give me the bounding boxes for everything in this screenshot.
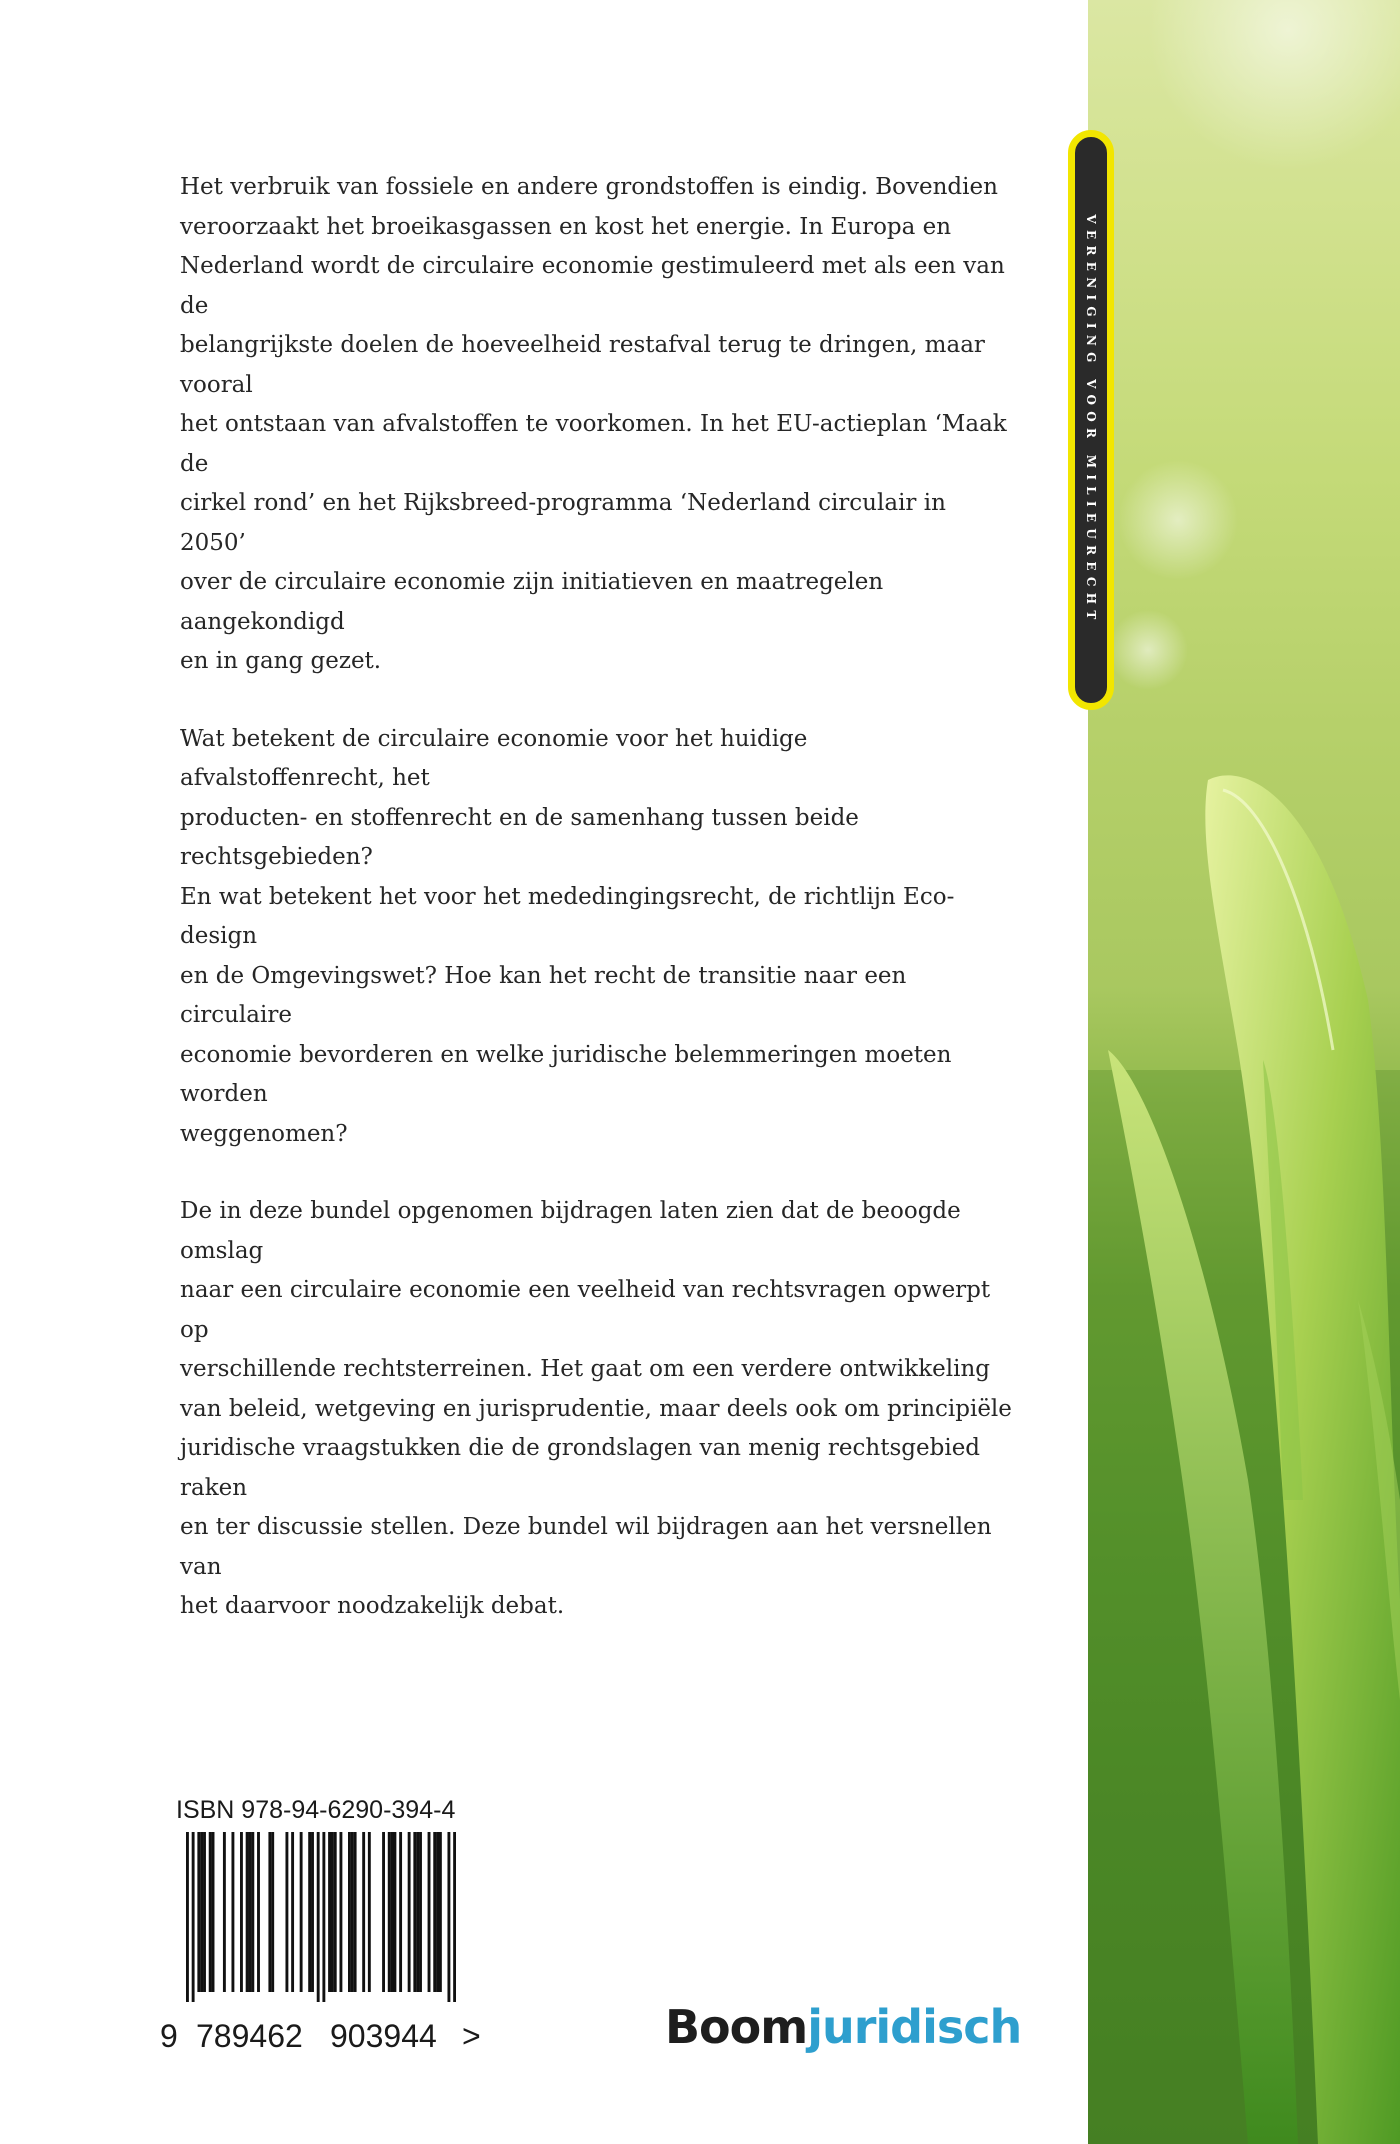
barcode-bar: [348, 1832, 351, 1992]
barcode-bar: [354, 1832, 357, 1992]
barcode-bar: [271, 1832, 274, 1992]
bokeh-light: [1118, 460, 1238, 580]
publisher-brand: Boom: [665, 2000, 808, 2054]
barcode-bar: [240, 1832, 243, 1992]
barcode-digit-first: 9: [160, 2018, 178, 2054]
barcode-bar: [200, 1832, 203, 1992]
grass-illustration: [1088, 0, 1400, 2144]
barcode-bar: [223, 1832, 226, 1992]
ean-barcode: [186, 1832, 456, 2002]
barcode-bar: [291, 1832, 294, 1992]
barcode-guard-bar: [186, 1832, 189, 2002]
bokeh-light: [1108, 610, 1188, 690]
barcode-bar: [399, 1832, 402, 1992]
series-label: VERENIGING VOOR MILIEURECHT: [1084, 214, 1098, 626]
barcode-bar: [231, 1832, 234, 1992]
barcode-bar: [197, 1832, 200, 1992]
barcode-bar: [328, 1832, 331, 1992]
barcode-bar: [300, 1832, 303, 1992]
barcode-digits-right: 903944: [330, 2018, 437, 2054]
publisher-logo: [665, 2000, 1021, 2054]
barcode-guard-bar: [192, 1832, 195, 2002]
publisher-imprint: juridisch: [807, 2000, 1022, 2054]
grass-photo-panel: [1088, 0, 1400, 2144]
barcode-bar: [393, 1832, 396, 1992]
barcode-bar: [246, 1832, 249, 1992]
barcode-bar: [308, 1832, 311, 1992]
barcode-bar: [331, 1832, 334, 1992]
barcode-bar: [368, 1832, 371, 1992]
barcode-bar: [311, 1832, 314, 1992]
barcode-bar: [408, 1832, 411, 1992]
bokeh-light: [1148, 0, 1400, 170]
barcode-bar: [351, 1832, 354, 1992]
barcode-bar: [339, 1832, 342, 1992]
barcode-bar: [419, 1832, 422, 1992]
barcode-bar: [268, 1832, 271, 1992]
barcode-bar: [439, 1832, 442, 1992]
blurb-paragraph-1: Het verbruik van fossiele en andere grondstoffen is eindig. Bovendien veroorzaakt het broeikasgassen en kost het energie. In Europa en Nederland wordt de circulaire economie gestimuleerd met als een van de belangrijkste doelen de hoeveelheid restafval terug te dringen, maar vooral het ontstaan van afvalstoffen te voorkomen. In het EU-actieplan ‘Maak de cirkel rond’ en het Rijksbreed-programma ‘Nederland circulair in 2050’ over de circulaire economie zijn initiatieven en maatregelen aangekondigd en in gang gezet.: [180, 174, 1007, 674]
barcode-bar: [436, 1832, 439, 1992]
barcode-bar: [285, 1832, 288, 1992]
isbn-text: ISBN 978-94-6290-394-4: [176, 1796, 456, 1824]
barcode-bar: [382, 1832, 385, 1992]
barcode-bar: [433, 1832, 436, 1992]
barcode-bar: [257, 1832, 260, 1992]
barcode-bar: [249, 1832, 252, 1992]
barcode-bar: [251, 1832, 254, 1992]
barcode-guard-bar: [453, 1832, 456, 2002]
blurb-paragraph-3: De in deze bundel opgenomen bijdragen laten zien dat de beoogde omslag naar een circulaire economie een veelheid van rechtsvragen opwerpt op verschillende rechtsterreinen. Het gaat om een verdere ontwikkeling van beleid, wetgeving en jurisprudentie, maar deels ook om principiële juridische vraagstukken die de grondslagen van menig rechtsgebied raken en ter discussie stellen. Deze bundel wil bijdragen aan het versnellen van het daarvoor noodzakelijk debat.: [180, 1198, 1012, 1619]
barcode-bar: [212, 1832, 215, 1992]
barcode-guard-bar: [322, 1832, 325, 2002]
barcode-guard-bar: [317, 1832, 320, 2002]
barcode-bar: [413, 1832, 416, 1992]
barcode-guard-bar: [447, 1832, 450, 2002]
barcode-bar: [388, 1832, 391, 1992]
barcode-bar: [209, 1832, 212, 1992]
barcode-digits-left: 789462: [196, 2018, 303, 2054]
barcode-end-marker: >: [462, 2018, 481, 2054]
barcode-bar: [362, 1832, 365, 1992]
barcode-bar: [416, 1832, 419, 1992]
barcode-bar: [391, 1832, 394, 1992]
blurb-paragraph-2: Wat betekent de circulaire economie voor het huidige afvalstoffenrecht, het producten- en stoffenrecht en de samenhang tussen beide rechtsgebieden? En wat betekent het voor het mededingingsrecht, de richtlijn Eco-design en de Omgevingswet? Hoe kan het recht de transitie naar een circulaire economie bevorderen en welke juridische belemmeringen moeten worden weggenomen?: [180, 725, 955, 1147]
barcode-bar: [428, 1832, 431, 1992]
blurb: [180, 168, 1015, 1665]
barcode-bar: [203, 1832, 206, 1992]
barcode-bar: [334, 1832, 337, 1992]
